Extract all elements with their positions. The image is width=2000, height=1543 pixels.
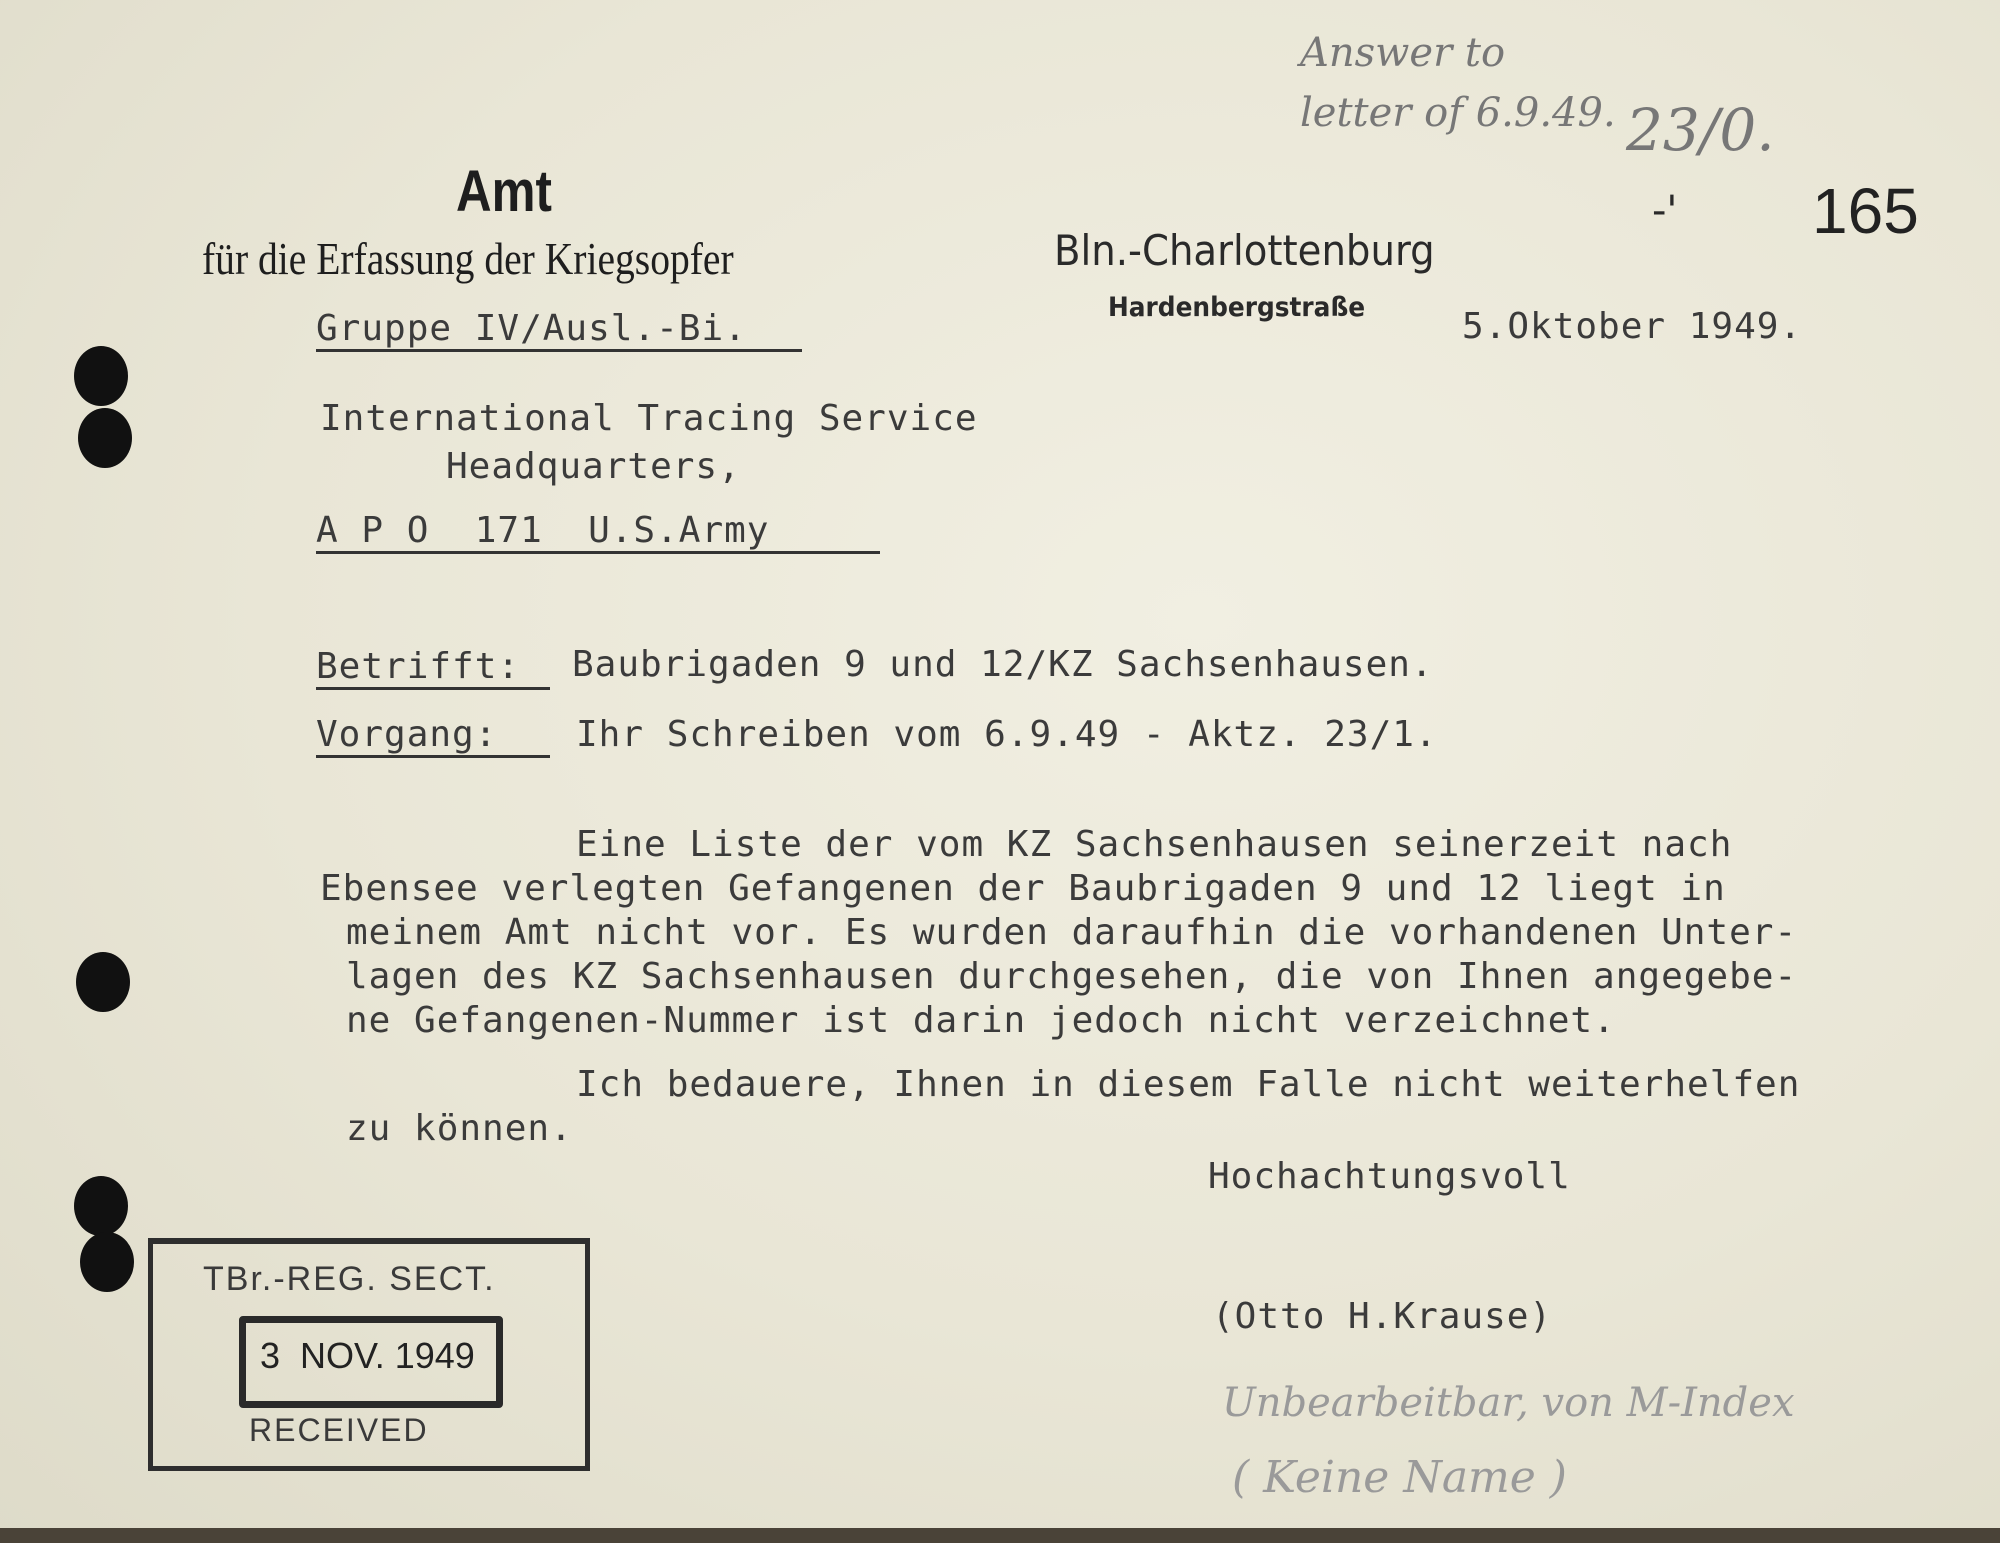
punch-hole-5 bbox=[80, 1232, 134, 1292]
body-p1-line3: meinem Amt nicht vor. Es wurden daraufhin die vorhandenen Unter- bbox=[346, 912, 1798, 953]
reference-text: Ihr Schreiben vom 6.9.49 - Aktz. 23/1. bbox=[576, 714, 1438, 755]
body-p2-line2: zu können. bbox=[346, 1108, 573, 1149]
subject-label: Betrifft: bbox=[316, 646, 550, 690]
letter-date: 5.Oktober 1949. bbox=[1462, 306, 1803, 347]
page-mark: -' bbox=[1652, 188, 1678, 234]
body-p2-line1: Ich bedauere, Ihnen in diesem Falle nicht weiterhelfen bbox=[576, 1064, 1801, 1105]
recipient-line3: A P O 171 U.S.Army bbox=[316, 510, 880, 554]
punch-hole-3 bbox=[76, 952, 130, 1012]
handwritten-closing-line2: ( Keine Name ) bbox=[1232, 1452, 1567, 1503]
handwritten-closing-line1: Unbearbeitbar, von M-Index bbox=[1222, 1380, 1795, 1426]
reference-label: Vorgang: bbox=[316, 714, 550, 758]
stamp-received: RECEIVED bbox=[249, 1412, 429, 1448]
office-name-line2: für die Erfassung der Kriegsopfer bbox=[202, 233, 734, 284]
punch-hole-2 bbox=[78, 408, 132, 468]
recipient-line2: Headquarters, bbox=[446, 446, 741, 487]
body-p1-line1: Eine Liste der vom KZ Sachsenhausen seinerzeit nach bbox=[576, 824, 1733, 865]
street-stamp: Hardenbergstraße bbox=[1108, 292, 1366, 323]
stamp-date-box bbox=[239, 1316, 503, 1408]
office-name-line1: Amt bbox=[456, 159, 552, 224]
body-p1-line4: lagen des KZ Sachsenhausen durchgesehen, die von Ihnen angegebe- bbox=[346, 956, 1798, 997]
handwritten-note-line1: Answer to bbox=[1300, 30, 1506, 76]
stamp-date: 3 NOV. 1949 bbox=[260, 1335, 475, 1376]
stamp-section-line: TBr.-REG. SECT. bbox=[203, 1260, 496, 1298]
signatory-name: (Otto H.Krause) bbox=[1212, 1296, 1553, 1337]
closing-salutation: Hochachtungsvoll bbox=[1208, 1156, 1571, 1197]
page-number: 165 bbox=[1812, 175, 1919, 247]
department-line: Gruppe IV/Ausl.-Bi. bbox=[316, 308, 802, 352]
handwritten-reference: 23/0. bbox=[1626, 96, 1775, 164]
received-stamp bbox=[148, 1238, 590, 1471]
scan-bottom-edge bbox=[0, 1528, 2000, 1543]
body-p1-line5: ne Gefangenen-Nummer ist darin jedoch nicht verzeichnet. bbox=[346, 1000, 1616, 1041]
punch-hole-1 bbox=[74, 346, 128, 406]
subject-text: Baubrigaden 9 und 12/KZ Sachsenhausen. bbox=[572, 644, 1434, 685]
handwritten-note-line2: letter of 6.9.49. bbox=[1300, 90, 1616, 136]
body-p1-line2: Ebensee verlegten Gefangenen der Baubrigaden 9 und 12 liegt in bbox=[320, 868, 1726, 909]
punch-hole-4 bbox=[74, 1176, 128, 1236]
city-stamp: Bln.-Charlottenburg bbox=[1054, 226, 1435, 275]
recipient-line1: International Tracing Service bbox=[320, 398, 978, 439]
